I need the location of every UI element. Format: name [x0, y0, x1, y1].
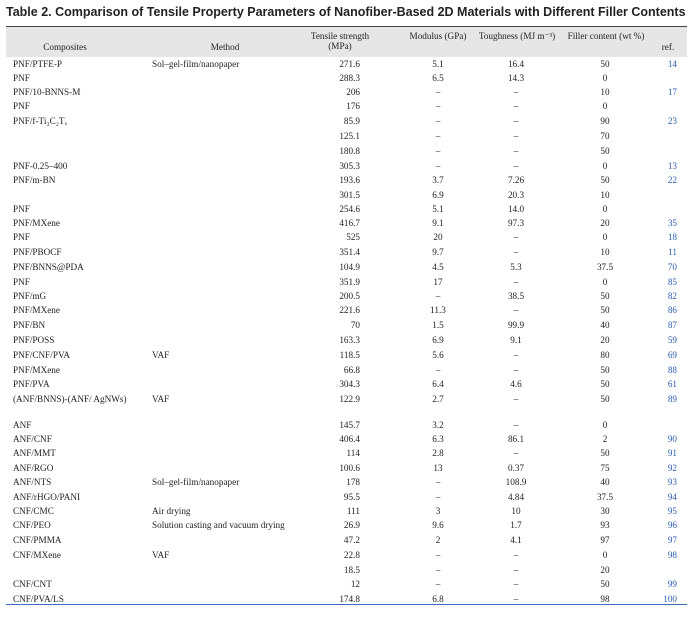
cell-toughness: 20.3 [507, 190, 525, 200]
cell-modulus: 2.7 [432, 394, 444, 404]
cell-modulus: 6.4 [432, 379, 444, 389]
cell-tensile: 254.6 [339, 204, 360, 214]
cell-composite: ANF/MMT [13, 448, 56, 458]
cell-modulus: – [435, 87, 441, 97]
cell-composite: PNF-0.25–400 [13, 161, 68, 171]
cell-filler: 0 [602, 204, 608, 214]
cell-composite: CNF/MXene [13, 550, 61, 560]
cell-modulus: – [435, 101, 441, 111]
cell-filler: 2 [602, 434, 608, 444]
header-composites: Composites [43, 42, 87, 52]
cell-composite: PNF [13, 204, 30, 214]
cell-composite: ANF/NTS [13, 477, 52, 487]
cell-toughness: 99.9 [507, 320, 525, 330]
cell-modulus: – [435, 161, 441, 171]
cell-modulus: 6.5 [432, 73, 444, 83]
cell-ref: 98 [667, 550, 677, 560]
cell-filler: 50 [600, 59, 610, 69]
cell-tensile: 95.5 [343, 492, 360, 502]
cell-composite: PNF/BN [13, 320, 46, 330]
cell-modulus: 17 [433, 277, 443, 287]
cell-toughness: – [513, 146, 519, 156]
cell-composite: PNF/PTFE-P [13, 59, 63, 69]
cell-tensile: 122.9 [339, 394, 360, 404]
cell-toughness: 4.84 [507, 492, 525, 502]
cell-filler: 97 [600, 535, 610, 545]
cell-ref: 90 [667, 434, 677, 444]
cell-filler: 0 [602, 101, 608, 111]
cell-modulus: 4.5 [432, 262, 444, 272]
table-bottom-rule [6, 604, 687, 605]
cell-toughness: 108.9 [505, 477, 527, 487]
cell-toughness: – [513, 87, 519, 97]
cell-modulus: – [435, 365, 441, 375]
cell-composite: PNF/m-BN [13, 175, 56, 185]
cell-toughness: – [513, 131, 519, 141]
cell-ref: 92 [667, 463, 677, 473]
cell-toughness: – [513, 305, 519, 315]
cell-toughness: 0.37 [507, 463, 525, 473]
cell-modulus: 3.7 [432, 175, 444, 185]
cell-composite: PNF/10-BNNS-M [13, 87, 81, 97]
cell-composite: PNF/BNNS@PDA [13, 262, 84, 272]
cell-toughness: – [513, 420, 519, 430]
cell-tensile: 176 [346, 101, 360, 111]
cell-filler: 0 [602, 161, 608, 171]
cell-tensile: 174.8 [339, 594, 360, 604]
cell-composite: (ANF/BNNS)-(ANF/ AgNWs) [13, 394, 127, 404]
cell-modulus: 2.8 [432, 448, 444, 458]
cell-tensile: 271.6 [339, 59, 360, 69]
cell-toughness: 14.3 [507, 73, 525, 83]
cell-composite: PNF [13, 277, 30, 287]
cell-modulus: – [435, 291, 441, 301]
cell-composite: PNF [13, 232, 30, 242]
cell-filler: 0 [602, 232, 608, 242]
cell-tensile: 305.3 [339, 161, 360, 171]
cell-tensile: 351.4 [339, 247, 360, 257]
cell-modulus: 20 [433, 232, 443, 242]
cell-filler: 50 [600, 448, 610, 458]
cell-tensile: 85.9 [343, 116, 360, 126]
cell-filler: 37.5 [596, 262, 614, 272]
cell-composite: PNF [13, 101, 30, 111]
cell-filler: 50 [600, 175, 610, 185]
cell-tensile: 70 [350, 320, 360, 330]
cell-composite: PNF [13, 73, 30, 83]
cell-tensile: 416.7 [339, 218, 360, 228]
cell-tensile: 145.7 [339, 420, 360, 430]
cell-ref: 23 [667, 116, 677, 126]
cell-ref: 88 [667, 365, 677, 375]
cell-modulus: – [435, 492, 441, 502]
cell-filler: 50 [600, 379, 610, 389]
cell-ref: 93 [667, 477, 677, 487]
cell-toughness: – [513, 247, 519, 257]
cell-toughness: 86.1 [507, 434, 525, 444]
cell-composite: PNF/MXene [13, 305, 60, 315]
header-tensile: Tensile strength (MPa) [310, 31, 370, 51]
cell-toughness: 10 [511, 506, 521, 516]
cell-modulus: 6.9 [432, 335, 444, 345]
cell-modulus: – [435, 550, 441, 560]
cell-filler: 0 [602, 550, 608, 560]
cell-toughness: – [513, 232, 519, 242]
cell-filler: 10 [600, 190, 610, 200]
cell-ref: 91 [667, 448, 677, 458]
cell-filler: 40 [600, 320, 610, 330]
cell-composite: ANF/RGO [13, 463, 54, 473]
cell-tensile: 301.5 [339, 190, 360, 200]
cell-method: Air drying [152, 506, 191, 516]
cell-composite: CNF/PVA/LS [13, 594, 64, 604]
cell-toughness: – [513, 550, 519, 560]
cell-ref: 69 [667, 350, 677, 360]
cell-filler: 50 [600, 365, 610, 375]
cell-modulus: 9.1 [432, 218, 444, 228]
cell-composite: ANF/CNF [13, 434, 52, 444]
cell-ref: 13 [667, 161, 677, 171]
cell-toughness: 14.0 [507, 204, 525, 214]
cell-tensile: 22.8 [343, 550, 360, 560]
cell-toughness: – [513, 116, 519, 126]
cell-tensile: 111 [346, 506, 360, 516]
cell-tensile: 178 [346, 477, 360, 487]
cell-tensile: 180.8 [339, 146, 360, 156]
cell-filler: 0 [602, 73, 608, 83]
cell-tensile: 66.8 [343, 365, 360, 375]
cell-composite: ANF [13, 420, 32, 430]
cell-modulus: – [435, 131, 441, 141]
cell-modulus: 6.9 [432, 190, 444, 200]
cell-ref: 61 [667, 379, 677, 389]
cell-method: Solution casting and vacuum drying [152, 520, 285, 530]
cell-modulus: 5.1 [432, 204, 444, 214]
cell-ref: 94 [667, 492, 677, 502]
cell-composite: CNF/PEO [13, 520, 51, 530]
cell-filler: 90 [600, 116, 610, 126]
cell-ref: 96 [667, 520, 677, 530]
cell-ref: 87 [667, 320, 677, 330]
cell-tensile: 18.5 [343, 565, 360, 575]
header-ref: ref. [661, 42, 675, 52]
cell-method: Sol–gel-film/nanopaper [152, 477, 240, 487]
cell-filler: 50 [600, 291, 610, 301]
cell-filler: 50 [600, 579, 610, 589]
cell-toughness: – [513, 350, 519, 360]
cell-tensile: 525 [346, 232, 360, 242]
cell-tensile: 47.2 [343, 535, 360, 545]
cell-ref: 14 [667, 59, 677, 69]
cell-toughness: 4.1 [510, 535, 522, 545]
cell-modulus: 1.5 [432, 320, 444, 330]
cell-modulus: 6.8 [432, 594, 444, 604]
cell-ref: 70 [667, 262, 677, 272]
cell-ref: 17 [667, 87, 677, 97]
cell-ref: 59 [667, 335, 677, 345]
cell-composite: CNF/PMMA [13, 535, 62, 545]
cell-composite: PNF/MXene [13, 365, 60, 375]
cell-composite: ANF/rHGO/PANI [13, 492, 81, 502]
cell-tensile: 100.6 [339, 463, 360, 473]
header-method: Method [210, 42, 240, 52]
cell-filler: 50 [600, 146, 610, 156]
cell-composite: PNF/PBOCF [13, 247, 62, 257]
cell-toughness: – [513, 277, 519, 287]
cell-toughness: – [513, 101, 519, 111]
cell-modulus: – [435, 146, 441, 156]
cell-tensile: 114 [346, 448, 360, 458]
cell-ref: 86 [667, 305, 677, 315]
cell-filler: 50 [600, 394, 610, 404]
cell-modulus: – [435, 116, 441, 126]
cell-toughness: 4.6 [510, 379, 522, 389]
cell-filler: 10 [600, 87, 610, 97]
cell-tensile: 288.3 [339, 73, 360, 83]
cell-ref: 100 [663, 594, 677, 604]
table-caption: Table 2. Comparison of Tensile Property Parameters of Nanofiber-Based 2D Materials with Different Filler Contents [6, 5, 686, 19]
cell-toughness: 7.26 [507, 175, 525, 185]
cell-composite: PNF/POSS [13, 335, 55, 345]
cell-modulus: – [435, 565, 441, 575]
cell-method: VAF [152, 394, 170, 404]
cell-ref: 11 [668, 247, 677, 257]
cell-tensile: 351.9 [339, 277, 360, 287]
cell-tensile: 26.9 [343, 520, 360, 530]
cell-filler: 20 [600, 218, 610, 228]
cell-filler: 37.5 [596, 492, 614, 502]
cell-modulus: 3 [435, 506, 441, 516]
cell-tensile: 163.3 [339, 335, 360, 345]
cell-toughness: – [513, 161, 519, 171]
cell-method: VAF [152, 350, 170, 360]
cell-composite: PNF/f-Ti₃C₂Tₓ [13, 116, 68, 126]
cell-filler: 80 [600, 350, 610, 360]
cell-filler: 30 [600, 506, 610, 516]
cell-tensile: 118.5 [339, 350, 360, 360]
cell-filler: 0 [602, 420, 608, 430]
cell-modulus: 13 [433, 463, 443, 473]
cell-filler: 93 [600, 520, 610, 530]
cell-filler: 10 [600, 247, 610, 257]
cell-modulus: 3.2 [432, 420, 444, 430]
cell-filler: 20 [600, 335, 610, 345]
cell-modulus: 2 [435, 535, 441, 545]
cell-filler: 70 [600, 131, 610, 141]
cell-filler: 98 [600, 594, 610, 604]
cell-tensile: 104.9 [339, 262, 360, 272]
cell-method: Sol–gel-film/nanopaper [152, 59, 240, 69]
cell-toughness: – [513, 594, 519, 604]
cell-modulus: 6.3 [432, 434, 444, 444]
header-toughness: Toughness (MJ m⁻³) [478, 31, 556, 41]
cell-toughness: – [513, 565, 519, 575]
cell-filler: 20 [600, 565, 610, 575]
cell-method: VAF [152, 550, 170, 560]
cell-toughness: – [513, 448, 519, 458]
cell-tensile: 200.5 [339, 291, 360, 301]
cell-tensile: 193.6 [339, 175, 360, 185]
cell-modulus: – [435, 579, 441, 589]
cell-modulus: 9.7 [432, 247, 444, 257]
cell-composite: PNF/PVA [13, 379, 50, 389]
cell-filler: 0 [602, 277, 608, 287]
cell-toughness: 9.1 [510, 335, 522, 345]
cell-tensile: 12 [350, 579, 360, 589]
cell-modulus: 5.1 [432, 59, 444, 69]
cell-toughness: – [513, 579, 519, 589]
cell-composite: PNF/CNF/PVA [13, 350, 71, 360]
cell-filler: 40 [600, 477, 610, 487]
header-modulus: Modulus (GPa) [409, 31, 467, 41]
cell-modulus: 11.3 [430, 305, 446, 315]
cell-tensile: 125.1 [339, 131, 360, 141]
cell-toughness: 1.7 [510, 520, 522, 530]
cell-tensile: 304.3 [339, 379, 360, 389]
cell-modulus: 9.6 [432, 520, 444, 530]
cell-ref: 97 [667, 535, 677, 545]
cell-composite: PNF/MXene [13, 218, 60, 228]
cell-tensile: 206 [346, 87, 360, 97]
cell-tensile: 221.6 [339, 305, 360, 315]
cell-toughness: – [513, 394, 519, 404]
header-filler: Filler content (wt %) [567, 31, 645, 41]
cell-composite: CNF/CMC [13, 506, 54, 516]
cell-toughness: 97.3 [507, 218, 525, 228]
cell-ref: 85 [667, 277, 677, 287]
cell-tensile: 406.4 [339, 434, 360, 444]
cell-toughness: – [513, 365, 519, 375]
cell-modulus: 5.6 [432, 350, 444, 360]
cell-ref: 22 [667, 175, 677, 185]
cell-toughness: 38.5 [507, 291, 525, 301]
cell-ref: 35 [667, 218, 677, 228]
cell-ref: 82 [667, 291, 677, 301]
cell-toughness: 16.4 [507, 59, 525, 69]
cell-toughness: 5.3 [510, 262, 522, 272]
cell-ref: 89 [667, 394, 677, 404]
cell-ref: 99 [667, 579, 677, 589]
cell-ref: 18 [667, 232, 677, 242]
cell-filler: 75 [600, 463, 610, 473]
cell-modulus: – [435, 477, 441, 487]
cell-ref: 95 [667, 506, 677, 516]
cell-filler: 50 [600, 305, 610, 315]
table-top-rule [6, 26, 687, 27]
cell-composite: CNF/CNT [13, 579, 52, 589]
cell-composite: PNF/mG [13, 291, 47, 301]
